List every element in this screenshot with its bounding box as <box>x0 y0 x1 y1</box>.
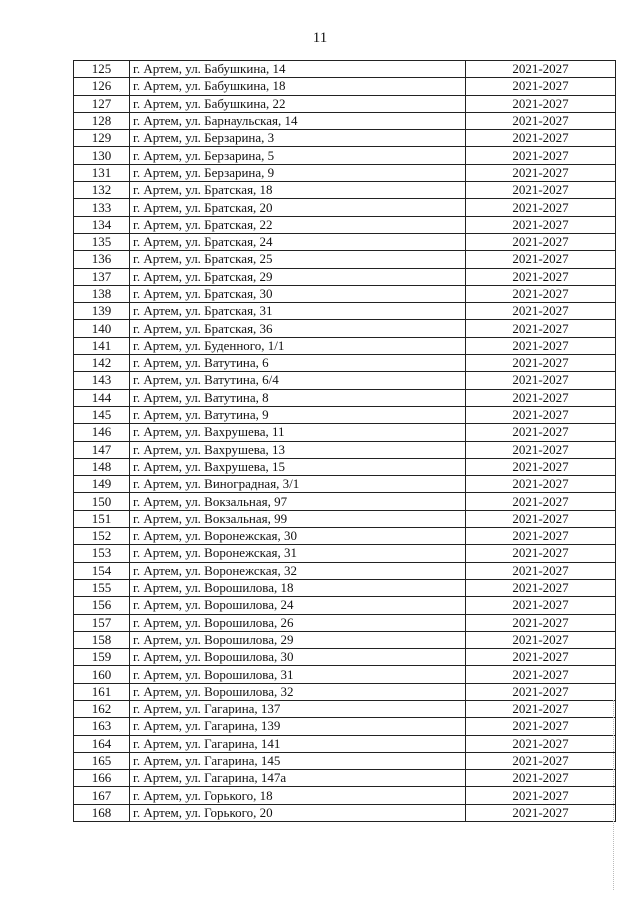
row-period-cell: 2021-2027 <box>466 683 616 700</box>
row-period-cell: 2021-2027 <box>466 614 616 631</box>
table-row <box>74 545 616 562</box>
row-period-cell: 2021-2027 <box>466 112 616 129</box>
row-period-cell: 2021-2027 <box>466 216 616 233</box>
table-row <box>74 216 616 233</box>
table-row <box>74 528 616 545</box>
page-number: 11 <box>312 30 328 46</box>
row-period-cell: 2021-2027 <box>466 597 616 614</box>
row-number-cell: 150 <box>74 493 130 510</box>
row-period-cell: 2021-2027 <box>466 700 616 717</box>
row-address-cell: г. Артем, ул. Гагарина, 141 <box>130 735 466 752</box>
row-number-cell: 161 <box>74 683 130 700</box>
row-address-cell: г. Артем, ул. Братская, 24 <box>130 233 466 250</box>
table-row <box>74 147 616 164</box>
table-row <box>74 700 616 717</box>
table-row <box>74 389 616 406</box>
row-number-cell: 159 <box>74 649 130 666</box>
row-period-cell: 2021-2027 <box>466 303 616 320</box>
row-period-cell: 2021-2027 <box>466 545 616 562</box>
row-address-cell: г. Артем, ул. Вокзальная, 97 <box>130 493 466 510</box>
table-row <box>74 579 616 596</box>
row-period-cell: 2021-2027 <box>466 130 616 147</box>
row-address-cell: г. Артем, ул. Ворошилова, 29 <box>130 631 466 648</box>
row-address-cell: г. Артем, ул. Братская, 25 <box>130 251 466 268</box>
row-period-cell: 2021-2027 <box>466 320 616 337</box>
row-number-cell: 153 <box>74 545 130 562</box>
row-address-cell: г. Артем, ул. Бабушкина, 18 <box>130 78 466 95</box>
row-period-cell: 2021-2027 <box>466 649 616 666</box>
row-address-cell: г. Артем, ул. Ворошилова, 18 <box>130 579 466 596</box>
table-row <box>74 562 616 579</box>
row-address-cell: г. Артем, ул. Братская, 29 <box>130 268 466 285</box>
row-number-cell: 133 <box>74 199 130 216</box>
row-number-cell: 154 <box>74 562 130 579</box>
table-row <box>74 355 616 372</box>
row-address-cell: г. Артем, ул. Ворошилова, 32 <box>130 683 466 700</box>
row-number-cell: 140 <box>74 320 130 337</box>
row-period-cell: 2021-2027 <box>466 372 616 389</box>
row-period-cell: 2021-2027 <box>466 631 616 648</box>
row-number-cell: 147 <box>74 441 130 458</box>
table-row <box>74 424 616 441</box>
table-row <box>74 718 616 735</box>
row-number-cell: 168 <box>74 804 130 821</box>
row-number-cell: 130 <box>74 147 130 164</box>
table-row <box>74 597 616 614</box>
row-number-cell: 165 <box>74 752 130 769</box>
row-period-cell: 2021-2027 <box>466 337 616 354</box>
table-row <box>74 320 616 337</box>
table-row <box>74 493 616 510</box>
row-address-cell: г. Артем, ул. Воронежская, 32 <box>130 562 466 579</box>
row-address-cell: г. Артем, ул. Гагарина, 145 <box>130 752 466 769</box>
row-number-cell: 149 <box>74 476 130 493</box>
row-address-cell: г. Артем, ул. Ворошилова, 30 <box>130 649 466 666</box>
table-row <box>74 372 616 389</box>
row-address-cell: г. Артем, ул. Виноградная, 3/1 <box>130 476 466 493</box>
row-address-cell: г. Артем, ул. Ватутина, 8 <box>130 389 466 406</box>
row-period-cell: 2021-2027 <box>466 199 616 216</box>
table-row <box>74 476 616 493</box>
row-number-cell: 125 <box>74 61 130 78</box>
row-number-cell: 139 <box>74 303 130 320</box>
row-address-cell: г. Артем, ул. Гагарина, 137 <box>130 700 466 717</box>
row-period-cell: 2021-2027 <box>466 666 616 683</box>
row-period-cell: 2021-2027 <box>466 182 616 199</box>
row-number-cell: 142 <box>74 355 130 372</box>
table-row <box>74 752 616 769</box>
table-row <box>74 649 616 666</box>
row-address-cell: г. Артем, ул. Буденного, 1/1 <box>130 337 466 354</box>
address-table <box>73 60 616 822</box>
row-period-cell: 2021-2027 <box>466 735 616 752</box>
row-period-cell: 2021-2027 <box>466 78 616 95</box>
row-address-cell: г. Артем, ул. Бабушкина, 22 <box>130 95 466 112</box>
row-address-cell: г. Артем, ул. Ватутина, 6 <box>130 355 466 372</box>
row-address-cell: г. Артем, ул. Ворошилова, 31 <box>130 666 466 683</box>
row-address-cell: г. Артем, ул. Братская, 18 <box>130 182 466 199</box>
row-period-cell: 2021-2027 <box>466 441 616 458</box>
table-row <box>74 406 616 423</box>
row-number-cell: 155 <box>74 579 130 596</box>
row-address-cell: г. Артем, ул. Братская, 36 <box>130 320 466 337</box>
table-row <box>74 614 616 631</box>
row-address-cell: г. Артем, ул. Берзарина, 3 <box>130 130 466 147</box>
row-period-cell: 2021-2027 <box>466 562 616 579</box>
row-number-cell: 132 <box>74 182 130 199</box>
row-number-cell: 148 <box>74 458 130 475</box>
row-number-cell: 162 <box>74 700 130 717</box>
row-number-cell: 152 <box>74 528 130 545</box>
row-number-cell: 129 <box>74 130 130 147</box>
row-period-cell: 2021-2027 <box>466 147 616 164</box>
row-number-cell: 166 <box>74 770 130 787</box>
row-period-cell: 2021-2027 <box>466 579 616 596</box>
row-period-cell: 2021-2027 <box>466 752 616 769</box>
row-number-cell: 137 <box>74 268 130 285</box>
scan-edge-marks <box>613 700 615 890</box>
table-row <box>74 95 616 112</box>
row-period-cell: 2021-2027 <box>466 476 616 493</box>
row-address-cell: г. Артем, ул. Воронежская, 31 <box>130 545 466 562</box>
row-address-cell: г. Артем, ул. Гагарина, 139 <box>130 718 466 735</box>
table-row <box>74 683 616 700</box>
row-number-cell: 157 <box>74 614 130 631</box>
row-number-cell: 144 <box>74 389 130 406</box>
row-number-cell: 156 <box>74 597 130 614</box>
row-period-cell: 2021-2027 <box>466 528 616 545</box>
row-number-cell: 163 <box>74 718 130 735</box>
row-period-cell: 2021-2027 <box>466 493 616 510</box>
table-row <box>74 61 616 78</box>
row-address-cell: г. Артем, ул. Воронежская, 30 <box>130 528 466 545</box>
row-period-cell: 2021-2027 <box>466 251 616 268</box>
row-number-cell: 141 <box>74 337 130 354</box>
row-period-cell: 2021-2027 <box>466 787 616 804</box>
table-row <box>74 233 616 250</box>
row-number-cell: 138 <box>74 285 130 302</box>
row-address-cell: г. Артем, ул. Горького, 18 <box>130 787 466 804</box>
table-row <box>74 337 616 354</box>
row-period-cell: 2021-2027 <box>466 355 616 372</box>
table-row <box>74 787 616 804</box>
table-row <box>74 303 616 320</box>
table-row <box>74 78 616 95</box>
row-number-cell: 131 <box>74 164 130 181</box>
table-row <box>74 130 616 147</box>
row-number-cell: 160 <box>74 666 130 683</box>
row-address-cell: г. Артем, ул. Братская, 31 <box>130 303 466 320</box>
row-period-cell: 2021-2027 <box>466 424 616 441</box>
row-period-cell: 2021-2027 <box>466 164 616 181</box>
row-period-cell: 2021-2027 <box>466 233 616 250</box>
table-row <box>74 164 616 181</box>
row-address-cell: г. Артем, ул. Берзарина, 5 <box>130 147 466 164</box>
row-address-cell: г. Артем, ул. Барнаульская, 14 <box>130 112 466 129</box>
table-row <box>74 112 616 129</box>
row-number-cell: 136 <box>74 251 130 268</box>
row-address-cell: г. Артем, ул. Ворошилова, 26 <box>130 614 466 631</box>
table-row <box>74 631 616 648</box>
row-period-cell: 2021-2027 <box>466 510 616 527</box>
table-row <box>74 666 616 683</box>
row-number-cell: 158 <box>74 631 130 648</box>
row-period-cell: 2021-2027 <box>466 770 616 787</box>
row-number-cell: 143 <box>74 372 130 389</box>
row-number-cell: 146 <box>74 424 130 441</box>
row-address-cell: г. Артем, ул. Вахрушева, 11 <box>130 424 466 441</box>
table-row <box>74 458 616 475</box>
table-row <box>74 182 616 199</box>
row-address-cell: г. Артем, ул. Вокзальная, 99 <box>130 510 466 527</box>
table-row <box>74 441 616 458</box>
row-period-cell: 2021-2027 <box>466 285 616 302</box>
address-table-body <box>74 61 616 822</box>
row-address-cell: г. Артем, ул. Горького, 20 <box>130 804 466 821</box>
row-address-cell: г. Артем, ул. Братская, 22 <box>130 216 466 233</box>
table-row <box>74 804 616 821</box>
row-period-cell: 2021-2027 <box>466 268 616 285</box>
row-address-cell: г. Артем, ул. Вахрушева, 15 <box>130 458 466 475</box>
row-period-cell: 2021-2027 <box>466 61 616 78</box>
table-row <box>74 735 616 752</box>
table-row <box>74 251 616 268</box>
row-period-cell: 2021-2027 <box>466 804 616 821</box>
row-address-cell: г. Артем, ул. Бабушкина, 14 <box>130 61 466 78</box>
row-number-cell: 151 <box>74 510 130 527</box>
row-period-cell: 2021-2027 <box>466 406 616 423</box>
table-row <box>74 770 616 787</box>
row-address-cell: г. Артем, ул. Ватутина, 9 <box>130 406 466 423</box>
row-period-cell: 2021-2027 <box>466 389 616 406</box>
table-row <box>74 285 616 302</box>
row-number-cell: 134 <box>74 216 130 233</box>
row-address-cell: г. Артем, ул. Братская, 30 <box>130 285 466 302</box>
row-period-cell: 2021-2027 <box>466 458 616 475</box>
row-period-cell: 2021-2027 <box>466 95 616 112</box>
row-address-cell: г. Артем, ул. Вахрушева, 13 <box>130 441 466 458</box>
row-number-cell: 127 <box>74 95 130 112</box>
row-number-cell: 126 <box>74 78 130 95</box>
row-address-cell: г. Артем, ул. Братская, 20 <box>130 199 466 216</box>
row-address-cell: г. Артем, ул. Ворошилова, 24 <box>130 597 466 614</box>
row-address-cell: г. Артем, ул. Гагарина, 147а <box>130 770 466 787</box>
table-row <box>74 510 616 527</box>
row-address-cell: г. Артем, ул. Берзарина, 9 <box>130 164 466 181</box>
table-row <box>74 268 616 285</box>
table-row <box>74 199 616 216</box>
row-number-cell: 145 <box>74 406 130 423</box>
row-number-cell: 135 <box>74 233 130 250</box>
row-number-cell: 128 <box>74 112 130 129</box>
row-number-cell: 167 <box>74 787 130 804</box>
row-period-cell: 2021-2027 <box>466 718 616 735</box>
row-address-cell: г. Артем, ул. Ватутина, 6/4 <box>130 372 466 389</box>
row-number-cell: 164 <box>74 735 130 752</box>
